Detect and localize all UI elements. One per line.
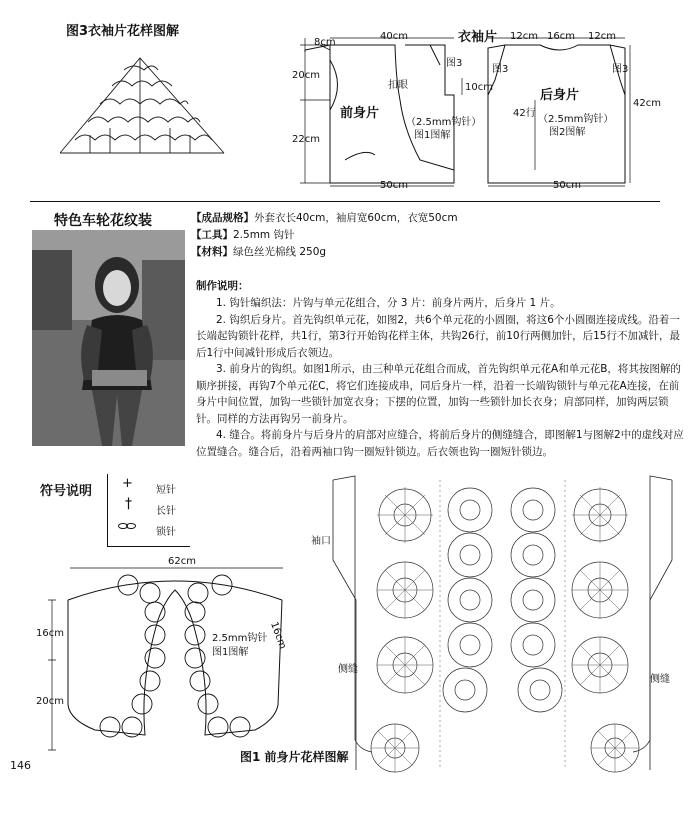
dim-16cm-bottom: 16cm [36,628,64,639]
dim-10cm: 10cm [465,82,493,93]
side-seam-left: 侧缝 [338,664,358,675]
paragraph-2: 2. 钩织后身片。首先钩织单元花，如图2，共6个单元花的小圆圈，将这6个小圆圈连接成线。沿着一长端起钩锁针花样，共1行，第3行开始钩花样主体，共钩26行，前10行两侧加针，后15行不加减针，最后1行中间减针形成后衣领边。 [196,313,680,359]
dim-40cm: 40cm [380,31,408,42]
front-piece-label: 前身片 [340,106,380,121]
material-value: 绿色丝光棉线 250g [233,246,327,258]
spec-label: 【成品规格】 [191,212,254,224]
dim-12cm-b: 12cm [588,31,616,42]
back-fig-note: 图2图解 [549,127,586,138]
fig3-label-b: 图3 [492,64,509,75]
article-title: 特色车轮花纹装 [54,213,152,229]
dim-50cm-left: 50cm [380,180,408,191]
side-seam-right: 侧缝 [650,674,670,685]
front-fig-note: 图1图解 [414,130,451,141]
dim-20cm: 20cm [292,70,320,81]
dim-16cm-side: 16cm [268,620,288,651]
method-title: 制作说明： [196,280,249,292]
fig3-label-c: 图3 [612,64,629,75]
legend-item-sc: 短针 [156,485,176,496]
dim-22cm: 22cm [292,134,320,145]
spec-value: 外套衣长40cm，袖肩宽60cm，衣宽50cm [254,212,458,224]
legend-title: 符号说明 [40,484,93,499]
dim-8cm: 8cm [314,37,336,48]
dim-16cm-top: 16cm [547,31,575,42]
bottom-fig-note: 图1图解 [212,647,249,658]
material-label: 【材料】 [191,246,233,258]
fig3-title: 图3衣袖片花样图解 [66,24,180,39]
page-number: 146 [10,759,31,772]
back-piece-label: 后身片 [540,88,580,103]
paragraph-1: 1. 钩针编织法：片钩与单元花组合，分 3 片：前身片两片，后身片 1 片。 [216,297,561,309]
tool-value: 2.5mm 钩针 [233,229,295,241]
cuff-label: 袖口 [311,536,331,547]
front-hook-note: （2.5mm钩针） [406,117,482,128]
buttonhole-label: 扣眼 [388,80,408,91]
bottom-hook-note: 2.5mm钩针 [212,633,268,644]
dim-20cm-bottom: 20cm [36,696,64,707]
dim-50cm-right: 50cm [553,180,581,191]
rows-42: 42行 [513,108,536,119]
tool-label: 【工具】 [191,229,233,241]
dim-12cm-a: 12cm [510,31,538,42]
fig1-title: 图1 前身片花样图解 [240,750,349,764]
legend-item-ch: 锁针 [156,527,176,538]
legend-symbol-sc: + [122,476,133,491]
legend-symbol-dc: † [125,496,132,512]
back-hook-note: （2.5mm钩针） [538,114,614,125]
paragraph-3: 3. 前身片的钩织。如图1所示，由三种单元花组合而成，首先钩织单元花A和单元花B，将其按图解的顺序拼接，再钩7个单元花C，将它们连接成串，同后身片一样，沿着一长端钩锁针与单元花A连接，在前身片中间位置，加钩一些锁针加宽衣身；下摆的位置，加钩一些锁针加长衣身；肩部同样，加钩两层锁针。同样的方法再钩另一前身片。 [196,363,681,425]
sleeve-label: 衣袖片 [458,30,498,45]
legend-item-dc: 长针 [156,506,176,517]
dim-62cm: 62cm [168,556,196,567]
dim-42cm: 42cm [633,98,661,109]
fig3-label-a: 图3 [446,58,463,69]
paragraph-4: 4. 缝合。将前身片与后身片的肩部对应缝合，将前后身片的侧缝缝合，即图解1与图解2中的虚线对应位置缝合。缝合后，沿着两袖口钩一圈短针锁边。后衣领也钩一圈短针锁边。 [196,429,684,458]
